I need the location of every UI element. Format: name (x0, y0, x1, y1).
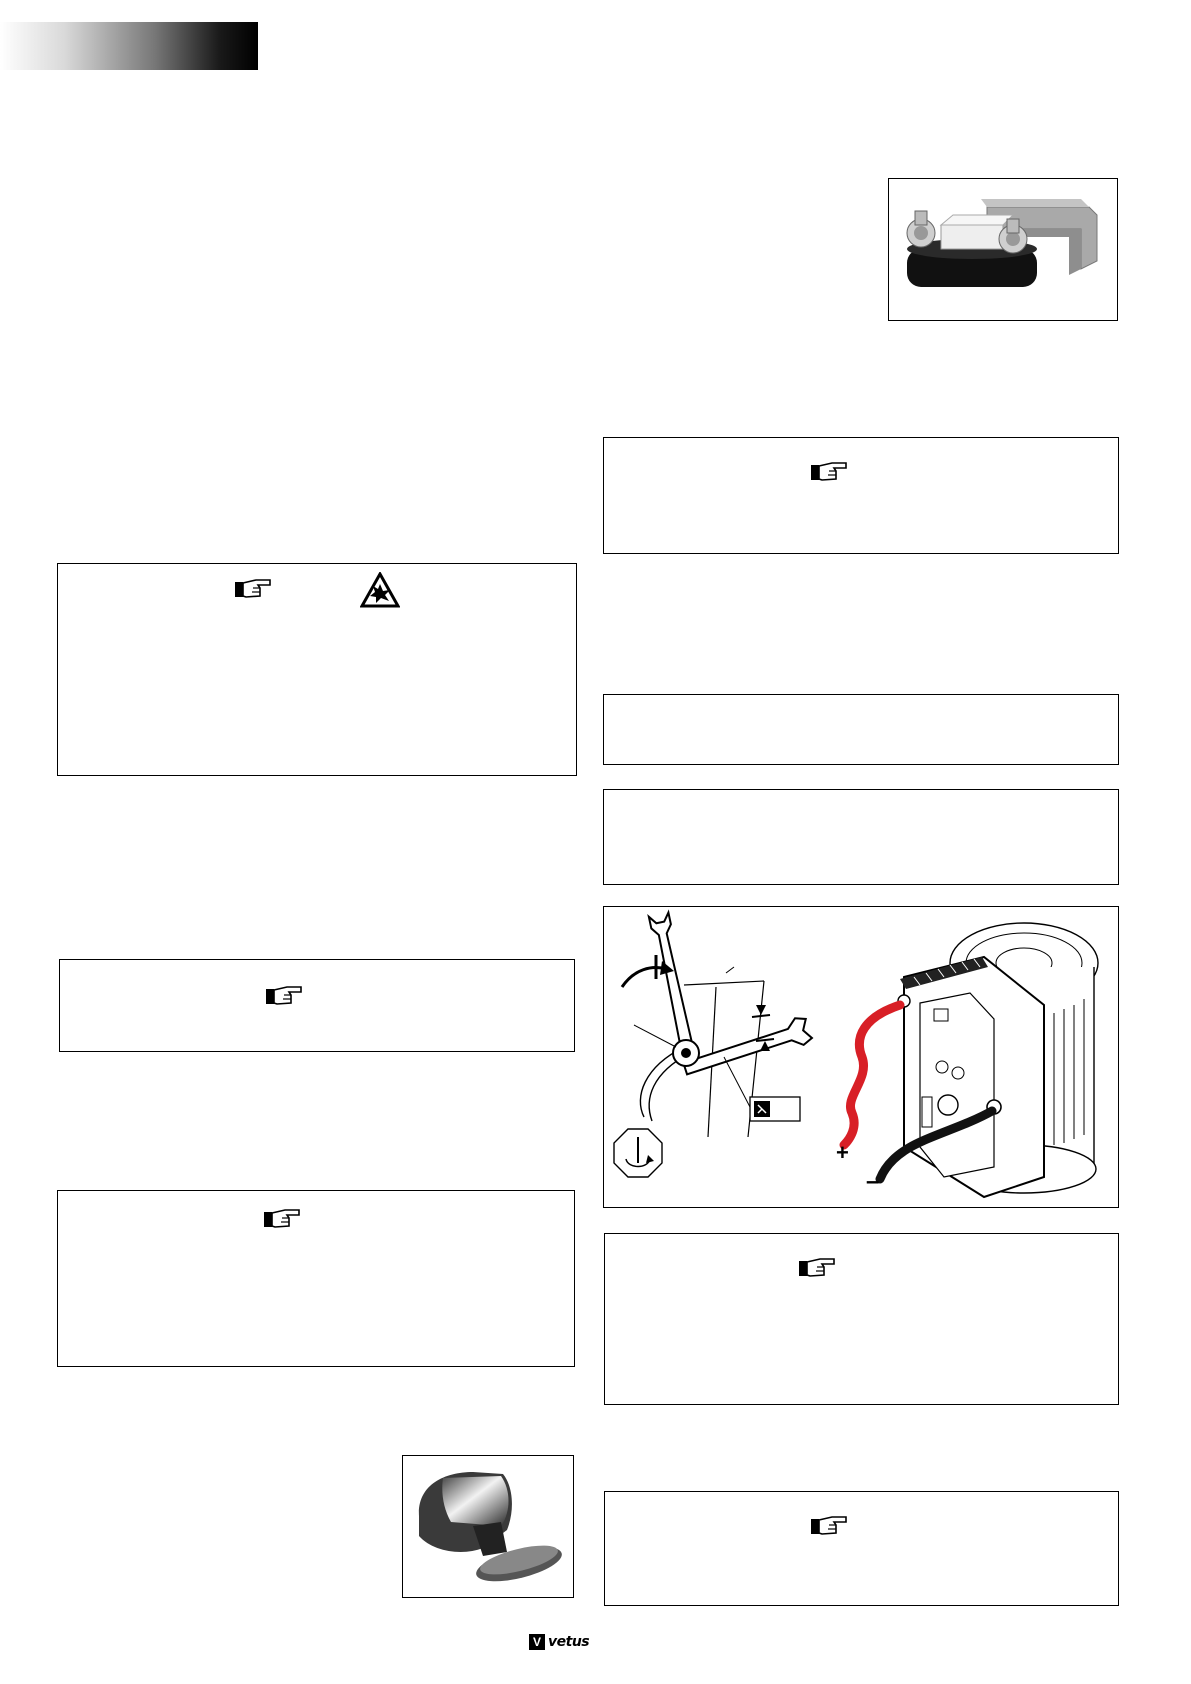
logo-mark-icon: V (529, 1634, 545, 1650)
note-box-right-1 (603, 437, 1119, 554)
minus-label: – (866, 1168, 880, 1195)
warning-box-left (57, 563, 577, 776)
pointing-hand-icon (234, 576, 272, 600)
cable-gland-photo (402, 1455, 574, 1598)
note-box-right-5 (604, 1491, 1119, 1606)
header-gradient-tab (0, 22, 258, 70)
explosion-warning-icon (360, 572, 400, 608)
plus-label: + (836, 1140, 849, 1165)
vetus-logo (529, 1634, 589, 1650)
connection-diagram (603, 906, 1119, 1208)
note-box-left-2 (59, 959, 575, 1052)
fuse-holder-photo (888, 178, 1118, 321)
note-box-right-4 (604, 1233, 1119, 1405)
logo-wordmark: vetus (548, 1634, 590, 1650)
info-box-right-2 (603, 694, 1119, 765)
wrench-icon (649, 913, 696, 1048)
pointing-hand-icon (263, 1206, 301, 1230)
pointing-hand-icon (810, 459, 848, 483)
pointing-hand-icon (265, 983, 303, 1007)
pointing-hand-icon (798, 1255, 836, 1279)
rotation-octagon-icon (614, 1129, 662, 1177)
pointing-hand-icon (810, 1513, 848, 1537)
info-box-right-3 (603, 789, 1119, 885)
note-box-left-3 (57, 1190, 575, 1367)
